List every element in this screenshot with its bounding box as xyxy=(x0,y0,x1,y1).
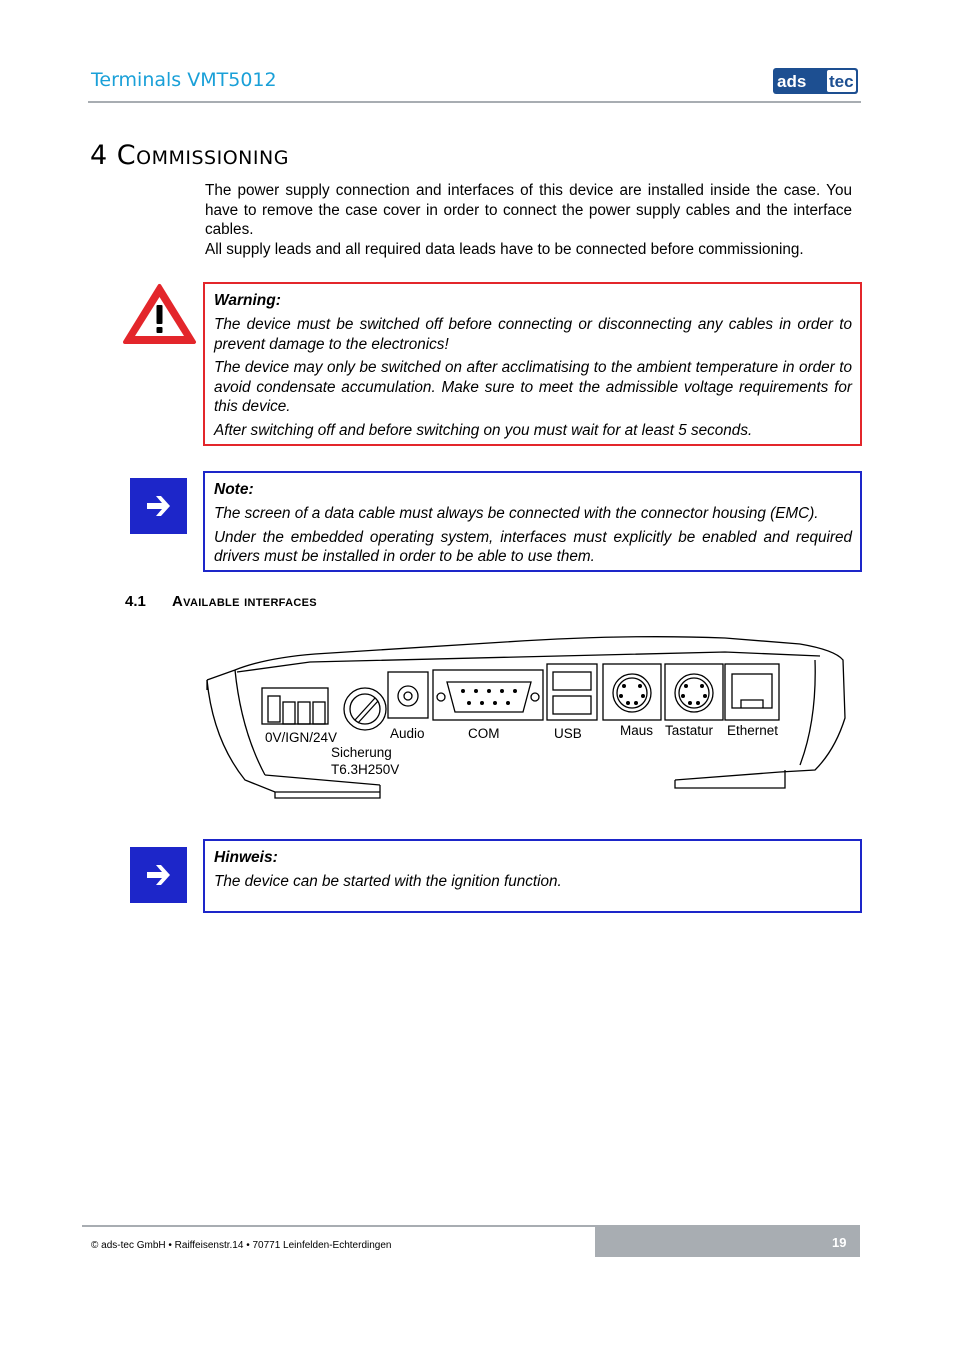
intro-paragraph: All supply leads and all required data leads have to be connected before commissioning. xyxy=(205,240,804,258)
label-usb: USB xyxy=(554,726,582,741)
note-line: Under the embedded operating system, interfaces must explicitly be enabled and required drivers must be installed in order to be able to use them. xyxy=(214,528,852,565)
device-interface-diagram xyxy=(205,630,850,802)
chapter-heading xyxy=(90,140,289,171)
chapter-number: 4 xyxy=(90,140,108,171)
note-title: Note: xyxy=(214,481,254,498)
logo-text-ads: ads xyxy=(777,72,807,91)
chapter-title: Commissioning xyxy=(116,140,289,171)
header-divider xyxy=(88,101,861,103)
label-power: 0V/IGN/24V xyxy=(265,730,338,745)
footer-copyright: © ads-tec GmbH • Raiffeisenstr.14 • 70771 Leinfelden-Echterdingen xyxy=(91,1240,392,1251)
warning-box xyxy=(203,282,862,446)
section-number: 4.1 xyxy=(125,593,146,610)
document-title: Terminals VMT5012 xyxy=(91,69,277,91)
label-fuse-rating: T6.3H250V xyxy=(331,762,400,777)
footer-page-bar xyxy=(595,1227,860,1257)
warning-triangle-icon xyxy=(122,283,197,345)
page-number: 19 xyxy=(832,1235,847,1250)
warning-line: After switching off and before switching on you must wait for at least 5 seconds. xyxy=(214,421,753,439)
label-fuse: Sicherung xyxy=(331,745,392,760)
warning-line: The device must be switched off before connecting or disconnecting any cables in order to prevent damage to the electronics! xyxy=(214,316,852,353)
label-audio: Audio xyxy=(390,726,425,741)
intro-text xyxy=(205,181,852,259)
hinweis-line: The device can be started with the ignition function. xyxy=(214,873,562,890)
label-keyboard: Tastatur xyxy=(665,723,714,738)
hinweis-title: Hinweis: xyxy=(214,849,278,866)
section-title: Available interfaces xyxy=(172,593,317,610)
label-com: COM xyxy=(468,726,500,741)
note-box xyxy=(203,471,862,572)
arrow-right-icon xyxy=(130,847,187,903)
warning-title: Warning: xyxy=(214,292,281,309)
arrow-right-icon xyxy=(130,478,187,534)
note-line: The screen of a data cable must always be connected with the connector housing (EMC). xyxy=(214,505,819,522)
warning-line: The device may only be switched on after acclimatising to the ambient temperature in order to avoid condensate accumulation. Make sure to meet the admissible voltage requirements for this device. xyxy=(214,359,852,415)
intro-paragraph: The power supply connection and interfaces of this device are installed inside the case. You have to remove the case cover in order to connect the power supply cables and the interface cables. xyxy=(205,182,852,238)
ads-tec-logo xyxy=(773,68,858,94)
hinweis-box xyxy=(203,839,862,913)
label-mouse: Maus xyxy=(620,723,654,738)
logo-text-tec: tec xyxy=(829,72,854,91)
label-ethernet: Ethernet xyxy=(727,723,779,738)
